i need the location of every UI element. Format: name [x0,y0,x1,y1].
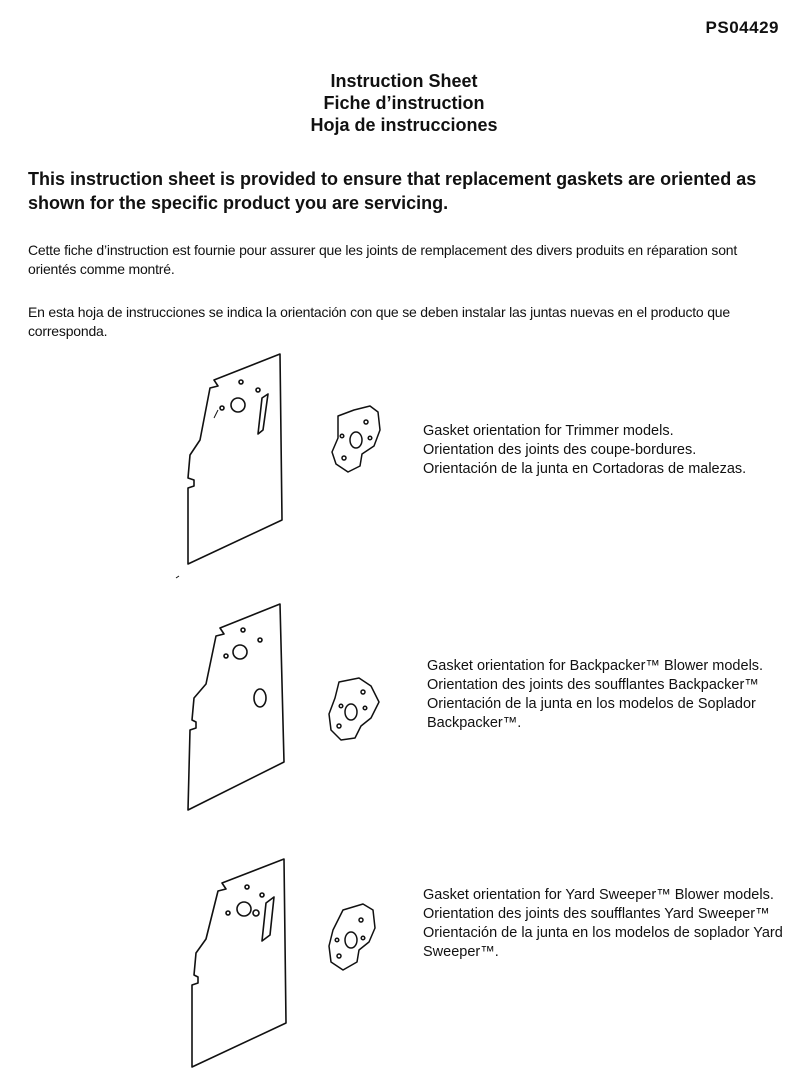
trimmer-gasket-diagram [326,402,386,476]
caption-english: Gasket orientation for Yard Sweeper™ Blower models. [423,887,774,903]
yard-sweeper-gasket-diagram [323,900,381,974]
caption-french: Orientation des joints des coupe-bordures. [423,442,697,458]
title-french: Fiche d’instruction [323,93,485,113]
yard-sweeper-caption [423,886,783,962]
caption-spanish: Orientación de la junta en los modelos de Soplador Backpacker™. [427,696,756,731]
caption-english: Gasket orientation for Backpacker™ Blower models. [427,658,764,674]
intro-french: Cette fiche d’instruction est fournie pour assurer que les joints de remplacement des divers produits en réparation sont orientés comme montré. [28,242,738,277]
document-id: PS04429 [705,18,779,37]
backpacker-caption [427,657,787,733]
caption-english: Gasket orientation for Trimmer models. [423,423,674,439]
backpacker-plate-diagram [180,600,300,820]
intro-spanish: En esta hoja de instrucciones se indica la orientación con que se deben instalar las juntas nuevas en el producto que corresponda. [28,304,730,339]
caption-french: Orientation des joints des soufflantes Backpacker™ [427,677,759,693]
yard-sweeper-plate-diagram [182,855,300,1077]
caption-spanish: Orientación de la junta en los modelos de soplador Yard Sweeper™. [423,925,783,960]
title-block [0,70,808,136]
intro-english: This instruction sheet is provided to ensure that replacement gaskets are oriented as shown for the specific product you are servicing. [28,169,757,213]
backpacker-gasket-diagram [323,672,385,744]
caption-spanish: Orientación de la junta en Cortadoras de malezas. [423,461,747,477]
caption-french: Orientation des joints des soufflantes Yard Sweeper™ [423,906,770,922]
title-spanish: Hoja de instrucciones [310,115,498,135]
title-english: Instruction Sheet [330,71,478,91]
trimmer-plate-diagram [170,350,300,580]
trimmer-caption [423,422,783,479]
